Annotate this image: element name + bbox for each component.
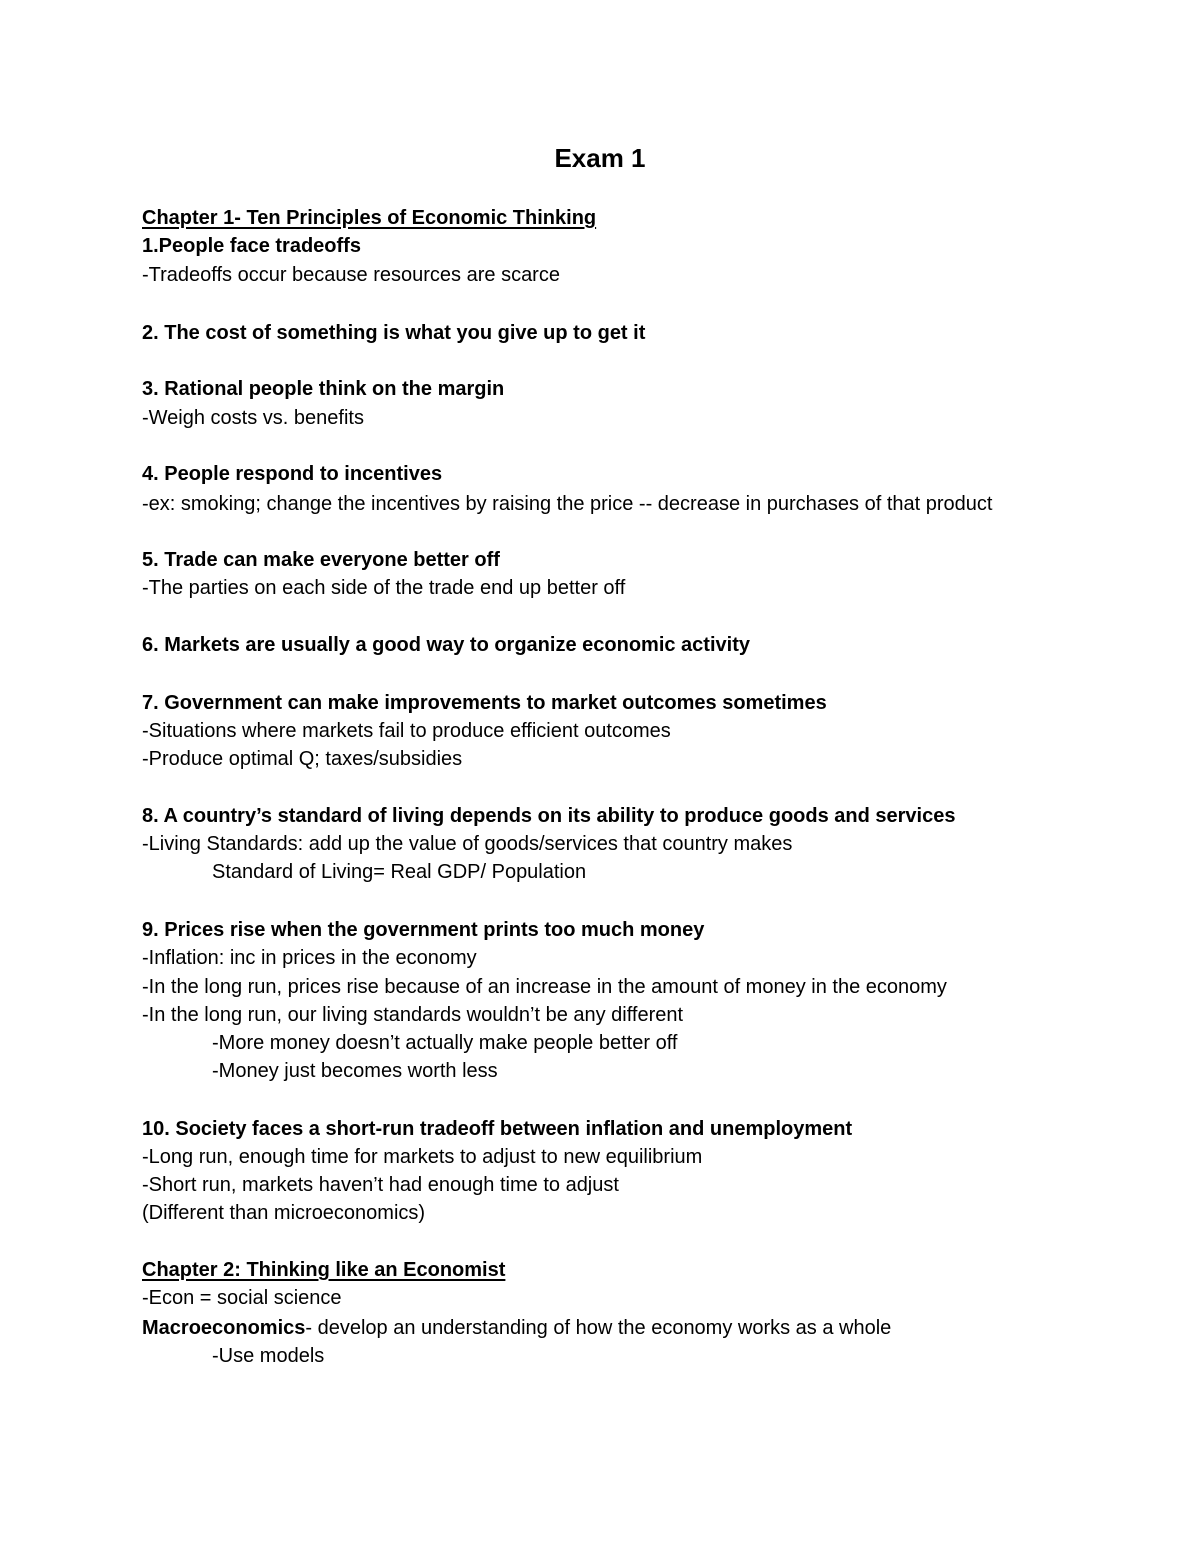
principle-9-sub-note: -Money just becomes worth less — [212, 1060, 498, 1082]
chapter-2-heading: Chapter 2: Thinking like an Economist — [142, 1259, 506, 1281]
principle-3-heading: 3. Rational people think on the margin — [142, 378, 505, 400]
principle-5-heading: 5. Trade can make everyone better off — [142, 549, 500, 571]
principle-8-heading: 8. A country’s standard of living depends on its ability to produce goods and services — [142, 805, 956, 827]
principle-8-note: -Living Standards: add up the value of goods/services that country makes — [142, 833, 793, 855]
chapter-2-note: -Econ = social science — [142, 1287, 342, 1309]
principle-9-heading: 9. Prices rise when the government prints too much money — [142, 919, 705, 941]
principle-4-heading: 4. People respond to incentives — [142, 463, 443, 485]
principle-9-note: -In the long run, our living standards wouldn’t be any different — [142, 1004, 684, 1026]
principle-9-note: -Inflation: inc in prices in the economy — [142, 947, 477, 969]
principle-7-note: -Produce optimal Q; taxes/subsidies — [142, 748, 463, 770]
principle-3-note: -Weigh costs vs. benefits — [142, 407, 364, 429]
principle-5-note: -The parties on each side of the trade end up better off — [142, 577, 626, 599]
chapter-1-heading: Chapter 1- Ten Principles of Economic Thinking — [142, 207, 597, 229]
principle-8-sub-note: Standard of Living= Real GDP/ Population — [212, 861, 587, 883]
principle-9-sub-note: -More money doesn’t actually make people better off — [212, 1032, 678, 1054]
chapter-2-sub-note: -Use models — [212, 1345, 325, 1367]
macroeconomics-definition — [142, 1314, 891, 1342]
macroeconomics-definition-text: - develop an understanding of how the economy works as a whole — [305, 1317, 892, 1339]
principle-7-note: -Situations where markets fail to produce efficient outcomes — [142, 720, 671, 742]
macroeconomics-term: Macroeconomics — [142, 1317, 306, 1339]
principle-7-heading: 7. Government can make improvements to market outcomes sometimes — [142, 692, 827, 714]
principle-2-heading: 2. The cost of something is what you give up to get it — [142, 322, 646, 344]
principle-6-heading: 6. Markets are usually a good way to organize economic activity — [142, 634, 750, 656]
principle-4-note: -ex: smoking; change the incentives by raising the price -- decrease in purchases of that product — [142, 493, 993, 515]
principle-1-note: -Tradeoffs occur because resources are scarce — [142, 264, 560, 286]
principle-10-note: (Different than microeconomics) — [142, 1202, 426, 1224]
page-title: Exam 1 — [554, 143, 646, 173]
principle-10-heading: 10. Society faces a short-run tradeoff between inflation and unemployment — [142, 1118, 853, 1140]
principle-10-note: -Long run, enough time for markets to adjust to new equilibrium — [142, 1146, 703, 1168]
principle-9-note: -In the long run, prices rise because of an increase in the amount of money in the economy — [142, 976, 947, 998]
principle-1-heading: 1.People face tradeoffs — [142, 235, 361, 257]
principle-10-note: -Short run, markets haven’t had enough time to adjust — [142, 1174, 619, 1196]
